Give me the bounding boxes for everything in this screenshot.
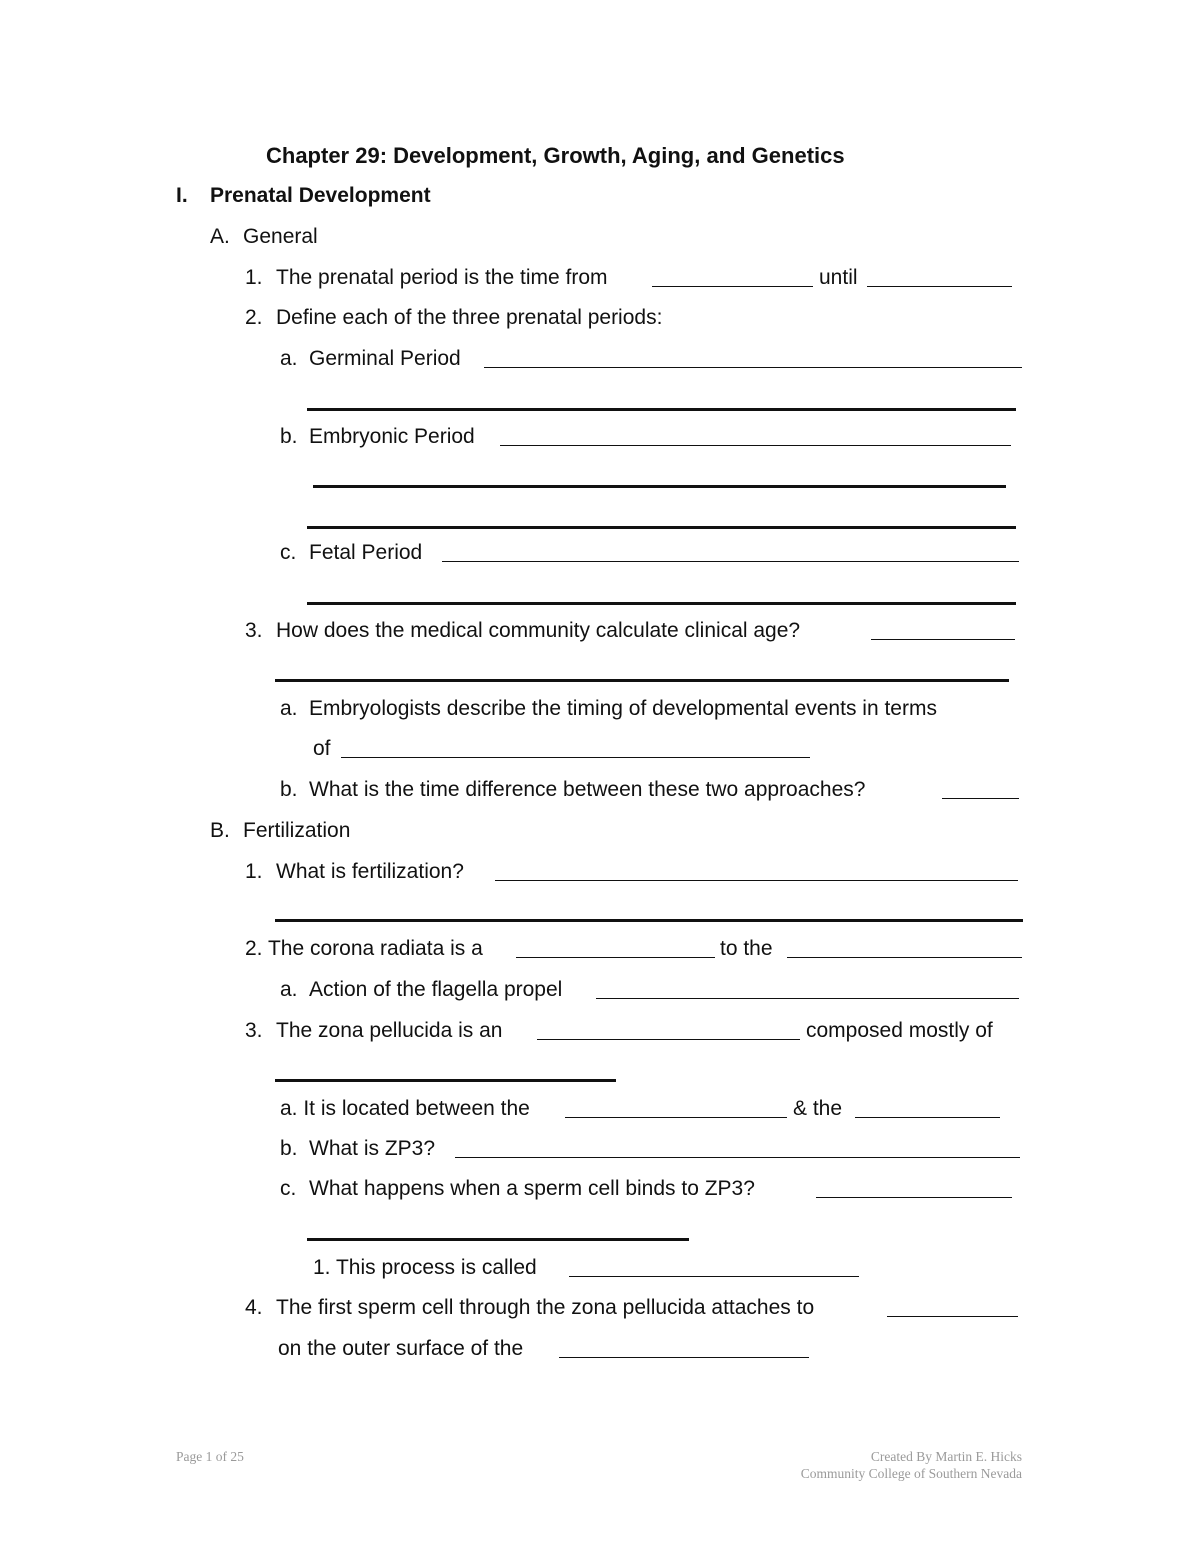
answer-blank[interactable] <box>442 561 1019 562</box>
item-text: What happens when a sperm cell binds to ZP3? <box>309 1177 755 1200</box>
subsection-heading: General <box>243 225 318 248</box>
item-letter: c. <box>280 541 297 564</box>
answer-blank[interactable] <box>559 1357 809 1358</box>
answer-line[interactable] <box>307 1238 689 1241</box>
item-letter: a. <box>280 697 298 720</box>
answer-line[interactable] <box>275 679 1009 682</box>
answer-blank[interactable] <box>537 1039 800 1040</box>
item-text: What is the time difference between these two approaches? <box>309 778 866 801</box>
item-letter: a. <box>280 978 298 1001</box>
answer-line[interactable] <box>313 485 1006 488</box>
college-name: Community College of Southern Nevada <box>800 1466 1022 1481</box>
question-text: composed mostly of <box>806 1019 993 1042</box>
section-heading: Prenatal Development <box>210 184 431 207</box>
question-text: The first sperm cell through the zona pellucida attaches to <box>276 1296 815 1319</box>
item-text: of <box>313 737 331 760</box>
answer-blank[interactable] <box>855 1117 1000 1118</box>
answer-line[interactable] <box>307 408 1016 411</box>
answer-blank[interactable] <box>887 1316 1018 1317</box>
subsection-letter: B. <box>210 819 230 842</box>
author-credit: Created By Martin E. Hicks <box>870 1449 1022 1464</box>
question-text: until <box>819 266 858 289</box>
question-text: How does the medical community calculate clinical age? <box>276 619 801 642</box>
item-letter: b. <box>280 1137 298 1160</box>
question-number: 2. <box>245 306 263 329</box>
item-text: Embryonic Period <box>309 425 475 448</box>
answer-blank[interactable] <box>455 1157 1020 1158</box>
answer-blank[interactable] <box>942 798 1019 799</box>
question-text: The prenatal period is the time from <box>276 266 608 289</box>
question-text: to the <box>720 937 773 960</box>
item-text: & the <box>793 1097 843 1120</box>
item-text: What is ZP3? <box>309 1137 436 1160</box>
answer-blank[interactable] <box>500 445 1011 446</box>
question-number: 3. <box>245 619 263 642</box>
question-text: 2. The corona radiata is a <box>245 937 483 960</box>
question-number: 1. <box>245 266 263 289</box>
page-title: Chapter 29: Development, Growth, Aging, and Genetics <box>266 143 845 168</box>
answer-blank[interactable] <box>565 1117 787 1118</box>
subsection-letter: A. <box>210 225 230 248</box>
answer-blank[interactable] <box>569 1276 859 1277</box>
item-text: a. It is located between the <box>280 1097 530 1120</box>
item-letter: a. <box>280 347 298 370</box>
answer-line[interactable] <box>307 526 1016 529</box>
answer-blank[interactable] <box>516 957 715 958</box>
answer-line[interactable] <box>275 1079 616 1082</box>
item-text: Fetal Period <box>309 541 423 564</box>
answer-line[interactable] <box>275 919 1023 922</box>
answer-blank[interactable] <box>787 957 1022 958</box>
item-text: Germinal Period <box>309 347 461 370</box>
sub-item-text: 1. This process is called <box>313 1256 537 1279</box>
question-text: on the outer surface of the <box>278 1337 524 1360</box>
question-number: 1. <box>245 860 263 883</box>
item-text: Action of the flagella propel <box>309 978 563 1001</box>
item-letter: c. <box>280 1177 297 1200</box>
item-letter: b. <box>280 778 298 801</box>
answer-line[interactable] <box>307 602 1016 605</box>
subsection-heading: Fertilization <box>243 819 351 842</box>
answer-blank[interactable] <box>816 1197 1012 1198</box>
section-number: I. <box>176 184 188 207</box>
item-letter: b. <box>280 425 298 448</box>
question-number: 3. <box>245 1019 263 1042</box>
answer-blank[interactable] <box>596 998 1019 999</box>
answer-blank[interactable] <box>867 286 1012 287</box>
page-number: Page 1 of 25 <box>176 1449 244 1464</box>
answer-blank[interactable] <box>484 367 1022 368</box>
question-number: 4. <box>245 1296 263 1319</box>
answer-blank[interactable] <box>341 757 810 758</box>
question-text: Define each of the three prenatal periods: <box>276 306 663 329</box>
answer-blank[interactable] <box>495 880 1018 881</box>
answer-blank[interactable] <box>652 286 813 287</box>
item-text: Embryologists describe the timing of developmental events in terms <box>309 697 937 720</box>
question-text: The zona pellucida is an <box>276 1019 503 1042</box>
answer-blank[interactable] <box>871 639 1015 640</box>
question-text: What is fertilization? <box>276 860 464 883</box>
